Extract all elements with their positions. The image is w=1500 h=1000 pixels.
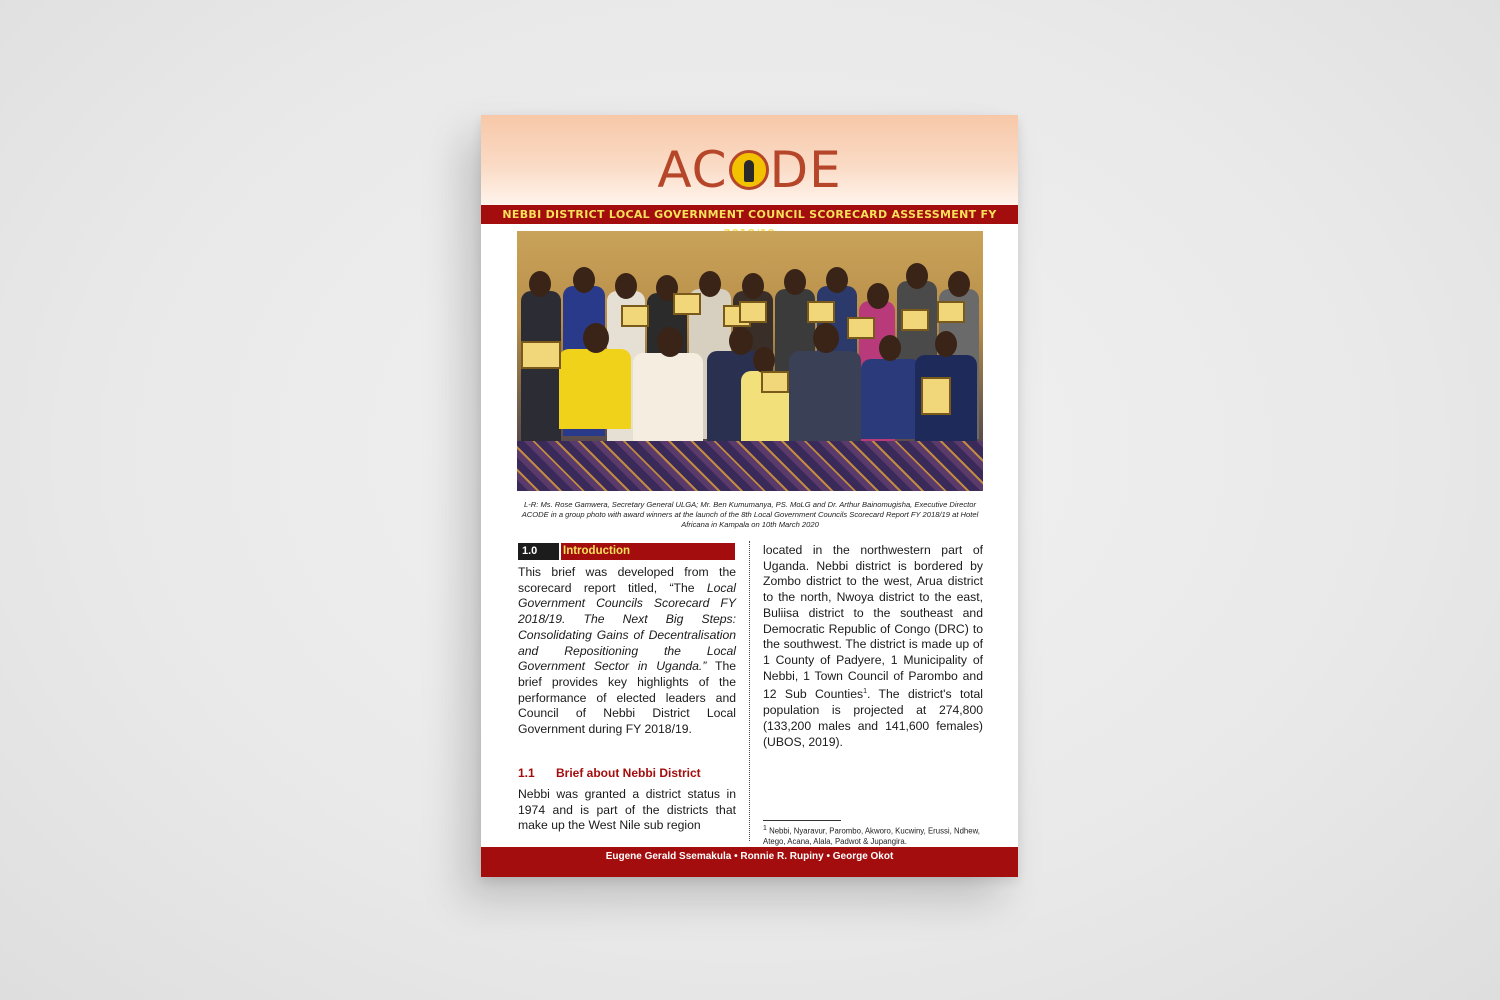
report-title-banner: NEBBI DISTRICT LOCAL GOVERNMENT COUNCIL SCORECARD ASSESSMENT FY [481, 205, 1018, 224]
document-page [481, 115, 1018, 877]
section-number: 1.0 [518, 543, 559, 560]
section-heading [518, 543, 735, 560]
photo-caption: L-R: Ms. Rose Gamwera, Secretary General ULGA; Mr. Ben Kumumanya, PS. MoLG and Dr. Arthur Bainomugisha, Executive Director ACODE in a group photo with award winners at the launch of the 8th Local Government Councils Scorecard Report FY 2018/19 at Hotel Africana in Kampala on 10th March 2020 [521, 500, 979, 529]
subsection-heading: 1.1 Brief about Nebbi District [518, 766, 701, 780]
group-photo [517, 231, 983, 491]
column-divider [749, 541, 750, 841]
brief-paragraph-start: Nebbi was granted a district status in 1974 and is part of the districts that make up the West Nile sub region [518, 787, 736, 833]
footnote-rule [763, 820, 841, 821]
carpet-floor [517, 441, 983, 491]
acode-logo: AC DE [657, 141, 842, 199]
crane-emblem-icon [729, 150, 769, 190]
intro-paragraph: This brief was developed from the scorecard report titled, “The Local Government Councils Scorecard FY 2018/19. The Next Big Steps: Consolidating Gains of Decentralisation and Repositioning the Local Government Sector in Uganda.” The brief provides key highlights of the performance of elected leaders and Council of Nebbi District Local Government during FY 2018/19. [518, 565, 736, 737]
section-title: Introduction [561, 543, 735, 560]
authors-footer: Eugene Gerald Ssemakula • Ronnie R. Rupiny • George Okot [481, 847, 1018, 877]
brief-paragraph-continued: located in the northwestern part of Uganda. Nebbi district is bordered by Zombo district to the west, Arua district to the north, Nwoya district to the east, Buliisa district to the southeast and Democratic Republic of Congo (DRC) to the southwest. The district is made up of 1 County of Padyere, 1 Municipality of Nebbi, 1 Town Council of Parombo and 12 Sub Counties$^1$. The district's total population is projected at 274,800 (133,200 males and 141,600 females) (UBOS, 2019). [763, 543, 983, 749]
masthead [481, 115, 1018, 205]
footnote: $^1$ Nebbi, Nyaravur, Parombo, Akworo, Kucwiny, Erussi, Ndhew, Atego, Acana, Alala, Padwot & Jupangira. [763, 825, 980, 846]
